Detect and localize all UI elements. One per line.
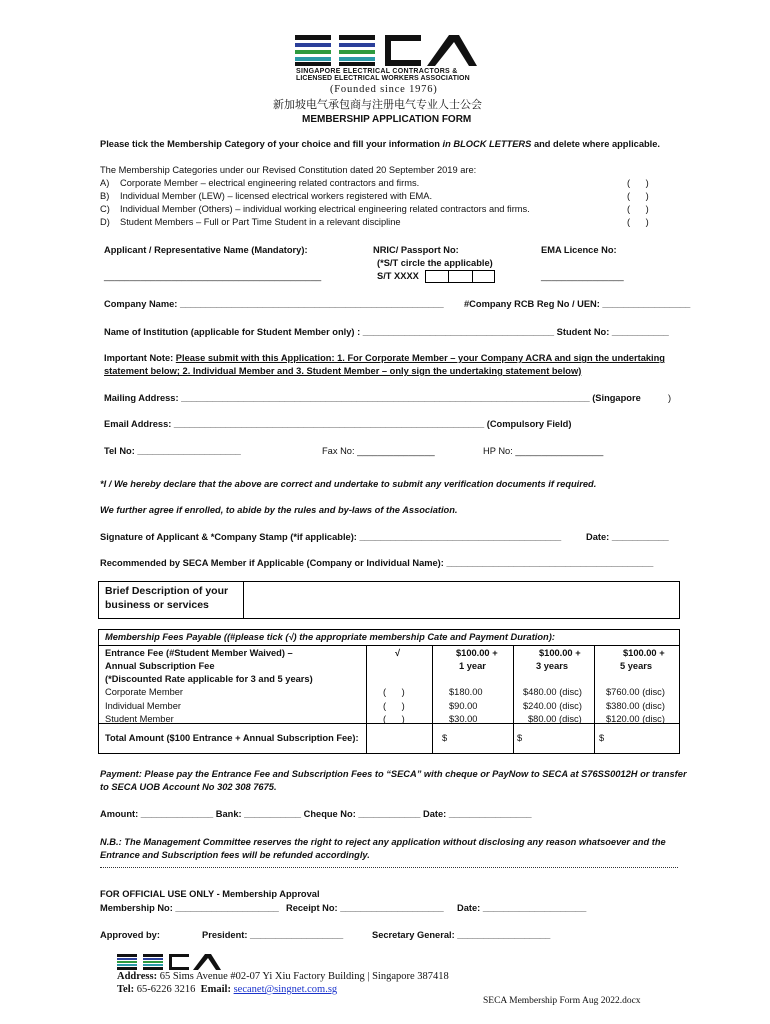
- fee-row-checkbox[interactable]: ( ): [383, 701, 405, 711]
- recommended-field[interactable]: Recommended by SECA Member if Applicable (Company or Individual Name): ________________________________________: [100, 558, 654, 568]
- important-note-lead: Important Note:: [104, 353, 176, 363]
- ema-licence-field[interactable]: ________________: [541, 271, 624, 281]
- fee-col-3-amount: $100.00 +: [623, 648, 665, 658]
- fee-col-1-duration: 1 year: [459, 661, 486, 671]
- footer-tel: 65-6226 3216: [136, 984, 196, 995]
- org-name-line1: SINGAPORE ELECTRICAL CONTRACTORS &: [296, 68, 458, 75]
- total-col-3[interactable]: $: [599, 733, 605, 743]
- president-field[interactable]: President: __________________: [202, 930, 344, 940]
- fee-row-checkbox[interactable]: ( ): [383, 687, 405, 697]
- annual-fee-label: Annual Subscription Fee: [105, 661, 215, 671]
- fee-col-1-amount: $100.00 +: [456, 648, 498, 658]
- tick-header: √: [395, 648, 401, 658]
- fee-value: $120.00 (disc): [606, 714, 665, 724]
- fee-row-label: Corporate Member: [105, 687, 184, 697]
- fee-row-checkbox[interactable]: ( ): [383, 714, 405, 724]
- category-letter: C): [100, 204, 110, 214]
- mailing-address-field[interactable]: Mailing Address: _______________________________________________________________________________ (Singapore: [104, 393, 641, 403]
- instruction-text-1: Please tick the Membership Category of your choice and fill your information: [100, 139, 443, 149]
- tel-field[interactable]: Tel No: ____________________: [104, 446, 241, 456]
- fees-table: [98, 629, 680, 754]
- category-b-checkbox[interactable]: ( ): [627, 191, 649, 201]
- category-d-checkbox[interactable]: ( ): [627, 217, 649, 227]
- fee-value: $90.00: [449, 701, 478, 711]
- category-c-checkbox[interactable]: ( ): [627, 204, 649, 214]
- fee-value: $80.00 (disc): [528, 714, 582, 724]
- fee-col-3-duration: 5 years: [620, 661, 653, 671]
- payment-line1: Payment: Please pay the Entrance Fee and Subscription Fees to “SECA” with cheque or PayNow to SECA at S76SS0012H or transfer: [100, 769, 687, 779]
- approved-by-label: Approved by:: [100, 930, 160, 940]
- payment-line2: to SECA UOB Account No 302 308 7675.: [100, 782, 277, 792]
- footer-email-label: Email:: [200, 984, 231, 995]
- seca-logo: [293, 34, 477, 66]
- hp-field[interactable]: HP No: _________________: [483, 446, 604, 456]
- nric-input-boxes[interactable]: [425, 270, 495, 283]
- fee-value: $760.00 (disc): [606, 687, 665, 697]
- declaration-line1: *I / We hereby declare that the above are correct and undertake to submit any verification documents if required.: [100, 479, 597, 489]
- secretary-field[interactable]: Secretary General: __________________: [372, 930, 551, 940]
- footer-logo: [117, 954, 221, 970]
- mailing-close: ): [668, 393, 672, 403]
- important-note: [104, 353, 665, 363]
- footer-address: [117, 971, 449, 982]
- company-uen-field[interactable]: #Company RCB Reg No / UEN: _________________: [464, 299, 691, 309]
- important-note-line2: statement below; 2. Individual Member and 3. Student Member – only sign the undertaking statement below): [104, 366, 582, 376]
- discount-label: (*Discounted Rate applicable for 3 and 5 years): [105, 674, 313, 684]
- official-title: FOR OFFICIAL USE ONLY - Membership Approval: [100, 889, 320, 899]
- nric-label: NRIC/ Passport No:: [373, 245, 459, 255]
- dotted-divider: [100, 867, 678, 868]
- instruction-text-2: and delete where applicable.: [531, 139, 661, 149]
- company-name-field[interactable]: Company Name: ___________________________________________________: [104, 299, 444, 309]
- nric-prefix: S/T XXXX: [377, 271, 419, 281]
- nb-line2: Entrance and Subscription fees will be refunded accordingly.: [100, 850, 370, 860]
- fees-header: Membership Fees Payable ((#please tick (√) the appropriate membership Cate and Payment Duration):: [105, 632, 555, 642]
- business-description-input[interactable]: [245, 582, 679, 618]
- business-label-line2: business or services: [105, 599, 209, 611]
- business-label-line1: Brief Description of your: [105, 585, 229, 597]
- declaration-line2: We further agree if enrolled, to abide by the rules and by-laws of the Association.: [100, 505, 458, 515]
- fee-value: $480.00 (disc): [523, 687, 582, 697]
- org-name-line2: LICENSED ELECTRICAL WORKERS ASSOCIATION: [296, 75, 470, 82]
- applicant-label: Applicant / Representative Name (Mandatory):: [104, 245, 308, 255]
- signature-date-field[interactable]: Date: ___________: [586, 532, 669, 542]
- total-col-2[interactable]: $: [517, 733, 523, 743]
- fee-col-2-duration: 3 years: [536, 661, 569, 671]
- footer-contact: [117, 984, 337, 995]
- category-letter: A): [100, 178, 110, 188]
- important-note-text: Please submit with this Application: 1. For Corporate Member – your Company ACRA and sign the undertaking: [175, 353, 665, 363]
- doc-filename: SECA Membership Form Aug 2022.docx: [483, 996, 641, 1006]
- footer-address-label: Address:: [117, 971, 158, 982]
- form-title: MEMBERSHIP APPLICATION FORM: [302, 114, 472, 125]
- footer-logo-graphic: [117, 954, 221, 970]
- categories-intro: The Membership Categories under our Revised Constitution dated 20 September 2019 are:: [100, 165, 477, 175]
- nric-note: (*S/T circle the applicable): [377, 258, 493, 268]
- category-a-checkbox[interactable]: ( ): [627, 178, 649, 188]
- fee-value: $30.00: [449, 714, 478, 724]
- fee-value: $180.00: [449, 687, 483, 697]
- category-text: Corporate Member – electrical engineering related contractors and firms.: [120, 178, 420, 188]
- fax-field[interactable]: Fax No: _______________: [322, 446, 435, 456]
- payment-details-field[interactable]: Amount: ______________ Bank: ___________ Cheque No: ____________ Date: ________________: [100, 809, 532, 819]
- fee-row-label: Individual Member: [105, 701, 181, 711]
- total-amount-label: Total Amount ($100 Entrance + Annual Subscription Fee):: [105, 733, 359, 743]
- business-description-box: [98, 581, 680, 619]
- category-letter: D): [100, 217, 110, 227]
- email-field[interactable]: Email Address: ____________________________________________________________ (Compulsory Field): [104, 419, 572, 429]
- receipt-no-field[interactable]: Receipt No: ____________________: [286, 903, 444, 913]
- total-col-1[interactable]: $: [442, 733, 448, 743]
- category-text: Individual Member (LEW) – licensed electrical workers registered with EMA.: [120, 191, 433, 201]
- footer-address-text: 65 Sims Avenue #02-07 Yi Xiu Factory Building | Singapore 387418: [159, 971, 449, 982]
- signature-field[interactable]: Signature of Applicant & *Company Stamp (*if applicable): _______________________________________: [100, 532, 562, 542]
- membership-no-field[interactable]: Membership No: ____________________: [100, 903, 279, 913]
- category-letter: B): [100, 191, 110, 201]
- business-divider: [243, 582, 244, 618]
- fee-row-label: Student Member: [105, 714, 174, 724]
- seca-logo-graphic: [293, 34, 477, 66]
- founded-text: (Founded since 1976): [330, 84, 438, 95]
- category-text: Student Members – Full or Part Time Student in a relevant discipline: [120, 217, 401, 227]
- fee-col-2-amount: $100.00 +: [539, 648, 581, 658]
- institution-field[interactable]: Name of Institution (applicable for Student Member only) : _____________________________________ Student No: ___________: [104, 327, 669, 337]
- instruction-text-italic: in BLOCK LETTERS: [442, 139, 532, 149]
- fee-value: $240.00 (disc): [523, 701, 582, 711]
- fee-value: $380.00 (disc): [606, 701, 665, 711]
- official-date-field[interactable]: Date: ____________________: [457, 903, 587, 913]
- entrance-fee-label: Entrance Fee (#Student Member Waived) –: [105, 648, 293, 658]
- footer-tel-label: Tel:: [117, 984, 135, 995]
- category-text: Individual Member (Others) – individual working electrical engineering related contractors and firms.: [120, 204, 530, 214]
- instruction-line: [100, 139, 660, 149]
- footer-email-link[interactable]: secanet@singnet.com.sg: [233, 984, 338, 995]
- applicant-name-field[interactable]: __________________________________________: [104, 271, 322, 281]
- ema-label: EMA Licence No:: [541, 245, 617, 255]
- chinese-org-name: 新加坡电气承包商与注册电气专业人士公会: [273, 99, 482, 111]
- nb-line1: N.B.: The Management Committee reserves the right to reject any application without disclosing any reason whatsoever and the: [100, 837, 666, 847]
